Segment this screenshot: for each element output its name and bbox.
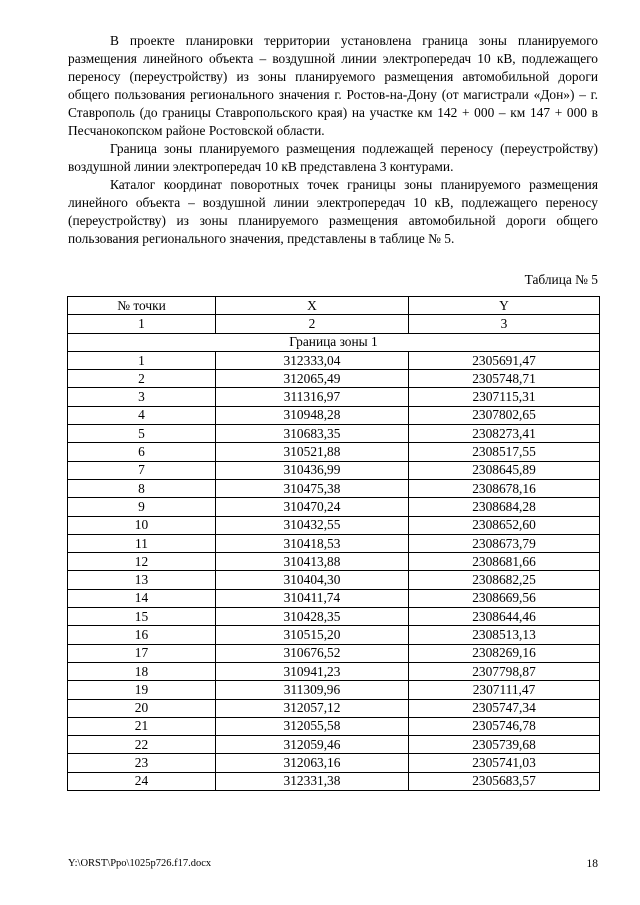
point-number-cell: 21 xyxy=(68,717,216,735)
table-row xyxy=(68,534,600,552)
section-row xyxy=(68,333,600,351)
x-cell: 310676,52 xyxy=(216,644,409,662)
y-cell: 2307111,47 xyxy=(409,681,600,699)
paragraph-2: Граница зоны планируемого размещения подлежащей переносу (переустройству) воздушной линии электропередач 10 кВ представлена 3 контурами. xyxy=(68,141,598,174)
table-row xyxy=(68,717,600,735)
y-cell: 2308684,28 xyxy=(409,498,600,516)
x-cell: 310521,88 xyxy=(216,443,409,461)
table-row xyxy=(68,662,600,680)
column-number: 2 xyxy=(216,315,409,333)
point-number-cell: 20 xyxy=(68,699,216,717)
y-cell: 2308513,13 xyxy=(409,626,600,644)
y-cell: 2305746,78 xyxy=(409,717,600,735)
point-number-cell: 16 xyxy=(68,626,216,644)
x-cell: 311309,96 xyxy=(216,681,409,699)
point-number-cell: 22 xyxy=(68,736,216,754)
x-cell: 310404,30 xyxy=(216,571,409,589)
y-cell: 2307802,65 xyxy=(409,406,600,424)
y-cell: 2308682,25 xyxy=(409,571,600,589)
y-cell: 2308269,16 xyxy=(409,644,600,662)
table-row xyxy=(68,498,600,516)
x-cell: 310941,23 xyxy=(216,662,409,680)
table-row xyxy=(68,644,600,662)
table-caption: Таблица № 5 xyxy=(524,272,598,287)
header-x: X xyxy=(216,297,409,315)
x-cell: 312333,04 xyxy=(216,351,409,369)
column-number: 3 xyxy=(409,315,600,333)
point-number-cell: 23 xyxy=(68,754,216,772)
table-row xyxy=(68,699,600,717)
table-row xyxy=(68,443,600,461)
table-row xyxy=(68,772,600,790)
coordinates-table xyxy=(67,296,600,791)
point-number-cell: 4 xyxy=(68,406,216,424)
point-number-cell: 7 xyxy=(68,461,216,479)
x-cell: 312055,58 xyxy=(216,717,409,735)
y-cell: 2305691,47 xyxy=(409,351,600,369)
table-row xyxy=(68,553,600,571)
table-row xyxy=(68,425,600,443)
table-row xyxy=(68,406,600,424)
point-number-cell: 12 xyxy=(68,553,216,571)
point-number-cell: 18 xyxy=(68,662,216,680)
point-number-cell: 6 xyxy=(68,443,216,461)
point-number-cell: 14 xyxy=(68,589,216,607)
x-cell: 311316,97 xyxy=(216,388,409,406)
y-cell: 2305683,57 xyxy=(409,772,600,790)
header-y: Y xyxy=(409,297,600,315)
y-cell: 2307798,87 xyxy=(409,662,600,680)
table-row xyxy=(68,516,600,534)
x-cell: 310432,55 xyxy=(216,516,409,534)
table-row xyxy=(68,388,600,406)
y-cell: 2308644,46 xyxy=(409,608,600,626)
y-cell: 2308681,66 xyxy=(409,553,600,571)
x-cell: 310418,53 xyxy=(216,534,409,552)
x-cell: 310683,35 xyxy=(216,425,409,443)
page-footer xyxy=(68,858,598,870)
paragraph-1: В проекте планировки территории установлена граница зоны планируемого размещения линейного объекта – воздушной линии электропередач 10 кВ, подлежащего переносу (переустройству) из зоны планируемого размещения автомобильной дороги общего пользования регионального значения г. Ростов-на-Дону (от магистрали «Дон») – г. Ставрополь (до границы Ставропольского края) на участке км 142 + 000 – км 147 + 000 в Песчанокопском районе Ростовской области. xyxy=(68,33,598,138)
table-row xyxy=(68,736,600,754)
point-number-cell: 13 xyxy=(68,571,216,589)
column-number-row xyxy=(68,315,600,333)
y-cell: 2308652,60 xyxy=(409,516,600,534)
table-row xyxy=(68,608,600,626)
point-number-cell: 1 xyxy=(68,351,216,369)
point-number-cell: 24 xyxy=(68,772,216,790)
x-cell: 310475,38 xyxy=(216,479,409,497)
y-cell: 2308669,56 xyxy=(409,589,600,607)
x-cell: 310413,88 xyxy=(216,553,409,571)
x-cell: 312057,12 xyxy=(216,699,409,717)
table-row xyxy=(68,571,600,589)
document-page xyxy=(68,32,598,791)
point-number-cell: 11 xyxy=(68,534,216,552)
point-number-cell: 17 xyxy=(68,644,216,662)
x-cell: 312059,46 xyxy=(216,736,409,754)
y-cell: 2308273,41 xyxy=(409,425,600,443)
table-header-row xyxy=(68,297,600,315)
y-cell: 2305747,34 xyxy=(409,699,600,717)
point-number-cell: 2 xyxy=(68,370,216,388)
x-cell: 312065,49 xyxy=(216,370,409,388)
x-cell: 310470,24 xyxy=(216,498,409,516)
point-number-cell: 5 xyxy=(68,425,216,443)
file-path: Y:\ORST\Ppo\1025p726.f17.docx xyxy=(68,858,212,869)
page-number: 18 xyxy=(586,858,598,870)
y-cell: 2305748,71 xyxy=(409,370,600,388)
y-cell: 2308645,89 xyxy=(409,461,600,479)
y-cell: 2305741,03 xyxy=(409,754,600,772)
point-number-cell: 8 xyxy=(68,479,216,497)
x-cell: 312063,16 xyxy=(216,754,409,772)
point-number-cell: 3 xyxy=(68,388,216,406)
y-cell: 2305739,68 xyxy=(409,736,600,754)
point-number-cell: 15 xyxy=(68,608,216,626)
table-row xyxy=(68,754,600,772)
table-row xyxy=(68,461,600,479)
table-row xyxy=(68,626,600,644)
x-cell: 310428,35 xyxy=(216,608,409,626)
table-row xyxy=(68,589,600,607)
x-cell: 310515,20 xyxy=(216,626,409,644)
table-row xyxy=(68,351,600,369)
table-row xyxy=(68,370,600,388)
x-cell: 310436,99 xyxy=(216,461,409,479)
x-cell: 310411,74 xyxy=(216,589,409,607)
point-number-cell: 10 xyxy=(68,516,216,534)
paragraph-3: Каталог координат поворотных точек границы зоны планируемого размещения линейного объекта – воздушной линии электропередач 10 кВ, подлежащего переносу (переустройству) из зоны планируемого размещения автомобильной дороги общего пользования регионального значения, представлены в таблице № 5. xyxy=(68,177,598,246)
point-number-cell: 19 xyxy=(68,681,216,699)
column-number: 1 xyxy=(68,315,216,333)
y-cell: 2308673,79 xyxy=(409,534,600,552)
point-number-cell: 9 xyxy=(68,498,216,516)
x-cell: 310948,28 xyxy=(216,406,409,424)
y-cell: 2308678,16 xyxy=(409,479,600,497)
y-cell: 2307115,31 xyxy=(409,388,600,406)
table-row xyxy=(68,681,600,699)
header-point-number: № точки xyxy=(68,297,216,315)
x-cell: 312331,38 xyxy=(216,772,409,790)
section-title: Граница зоны 1 xyxy=(68,333,600,351)
table-row xyxy=(68,479,600,497)
y-cell: 2308517,55 xyxy=(409,443,600,461)
